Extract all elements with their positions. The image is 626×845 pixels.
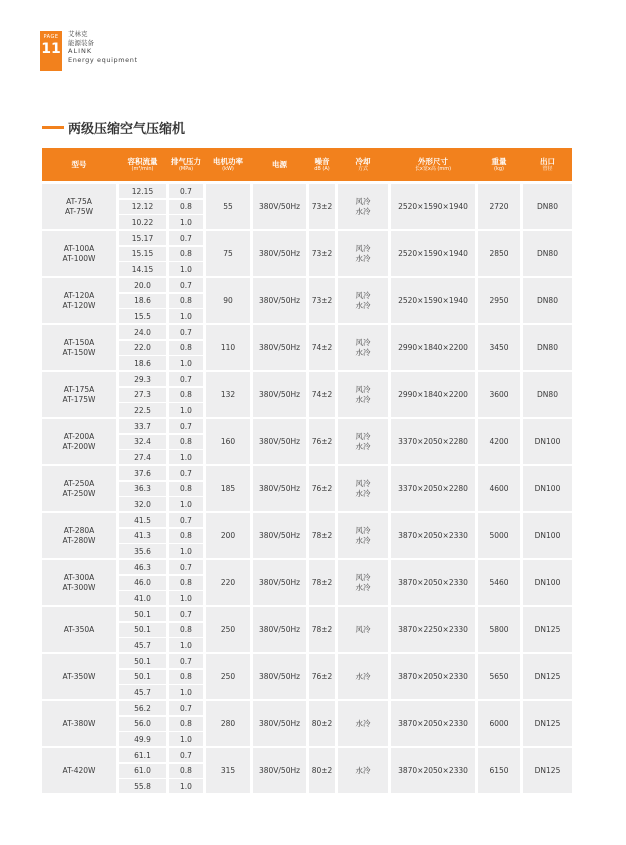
- header-weight: [478, 148, 520, 181]
- flow-value: 15.5: [119, 309, 166, 323]
- supply-cell: 380V/50Hz: [253, 513, 306, 558]
- pressure-value: 0.8: [169, 717, 203, 731]
- weight-cell: 3450: [478, 325, 520, 370]
- flow-value: 27.4: [119, 450, 166, 464]
- brand-cn-sub: 能源装备: [68, 38, 94, 47]
- weight-cell: 6150: [478, 748, 520, 793]
- pressure-value: 1.0: [169, 544, 203, 558]
- power-cell: 250: [206, 607, 250, 652]
- model-name: AT-250A: [63, 479, 95, 488]
- flow-value: 49.9: [119, 732, 166, 746]
- cooling-type: 水冷: [355, 535, 371, 545]
- weight-cell: 5800: [478, 607, 520, 652]
- header-outlet: [523, 148, 572, 181]
- dimensions-cell: 2990×1840×2200: [391, 325, 475, 370]
- model-name: AT-100W: [62, 253, 96, 263]
- pressure-value: 1.0: [169, 309, 203, 323]
- header-noise-unit: dB (A): [314, 166, 330, 172]
- pressure-value: 0.8: [169, 529, 203, 543]
- outlet-cell: DN80: [523, 231, 572, 276]
- power-cell: 90: [206, 278, 250, 323]
- pressure-value: 0.7: [169, 654, 203, 668]
- power-cell: 220: [206, 560, 250, 605]
- model-cell: [42, 325, 116, 370]
- brand-en-sub: Energy equipment: [68, 55, 138, 64]
- flow-value: 45.7: [119, 685, 166, 699]
- flow-value: 24.0: [119, 325, 166, 339]
- model-name: AT-200W: [62, 441, 96, 451]
- header-weight-label: 重量: [491, 157, 507, 166]
- pressure-value: 1.0: [169, 591, 203, 605]
- pressure-value: 0.8: [169, 670, 203, 684]
- flow-value: 45.7: [119, 638, 166, 652]
- model-name: AT-150W: [62, 347, 96, 357]
- header-power: [206, 148, 250, 181]
- flow-value: 41.5: [119, 513, 166, 527]
- pressure-value: 1.0: [169, 497, 203, 511]
- model-cell: [42, 419, 116, 464]
- table-row: [42, 278, 572, 323]
- model-name: AT-420W: [62, 765, 96, 775]
- outlet-cell: DN100: [523, 419, 572, 464]
- weight-cell: 2850: [478, 231, 520, 276]
- model-cell: [42, 513, 116, 558]
- flow-value: 18.6: [119, 356, 166, 370]
- pressure-value: 0.8: [169, 623, 203, 637]
- table-row: [42, 560, 572, 605]
- cooling-type: 水冷: [355, 300, 371, 310]
- header-weight-unit: (kg): [494, 166, 504, 172]
- dimensions-cell: 3870×2050×2330: [391, 654, 475, 699]
- cooling-type: 风冷: [355, 573, 371, 582]
- table-row: [42, 231, 572, 276]
- flow-value: 56.0: [119, 717, 166, 731]
- pressure-value: 0.7: [169, 278, 203, 292]
- flow-value: 10.22: [119, 215, 166, 229]
- pressure-value: 0.8: [169, 247, 203, 261]
- weight-cell: 4600: [478, 466, 520, 511]
- pressure-value: 0.7: [169, 560, 203, 574]
- table-row: [42, 748, 572, 793]
- flow-value: 15.17: [119, 231, 166, 245]
- header-pressure-unit: (MPa): [178, 166, 194, 172]
- header-dimensions-unit: 长x宽x高 (mm): [414, 166, 452, 172]
- cooling-type: 风冷: [355, 197, 371, 206]
- flow-value: 61.1: [119, 748, 166, 762]
- header-dimensions-label: 外形尺寸: [418, 157, 448, 166]
- supply-cell: 380V/50Hz: [253, 419, 306, 464]
- spec-table: [42, 148, 572, 791]
- power-cell: 200: [206, 513, 250, 558]
- pressure-value: 1.0: [169, 356, 203, 370]
- dimensions-cell: 3870×2050×2330: [391, 701, 475, 746]
- cooling-cell: [338, 701, 388, 746]
- cooling-type: 水冷: [355, 394, 371, 404]
- pressure-value: 0.7: [169, 701, 203, 715]
- model-cell: [42, 654, 116, 699]
- noise-cell: 78±2: [309, 560, 335, 605]
- cooling-cell: [338, 466, 388, 511]
- model-name: AT-175A: [63, 385, 95, 394]
- noise-cell: 78±2: [309, 607, 335, 652]
- model-name: AT-175W: [62, 394, 96, 404]
- model-name: AT-380W: [62, 718, 96, 728]
- cooling-type: 水冷: [355, 582, 371, 592]
- cooling-cell: [338, 560, 388, 605]
- power-cell: 132: [206, 372, 250, 417]
- model-name: AT-250W: [62, 488, 96, 498]
- model-cell: [42, 231, 116, 276]
- model-name: AT-150A: [63, 338, 95, 347]
- pressure-value: 1.0: [169, 685, 203, 699]
- flow-value: 12.15: [119, 184, 166, 198]
- pressure-value: 0.8: [169, 764, 203, 778]
- noise-cell: 74±2: [309, 372, 335, 417]
- flow-value: 33.7: [119, 419, 166, 433]
- cooling-type: 风冷: [355, 291, 371, 300]
- supply-cell: 380V/50Hz: [253, 701, 306, 746]
- table-row: [42, 184, 572, 229]
- supply-cell: 380V/50Hz: [253, 184, 306, 229]
- outlet-cell: DN100: [523, 466, 572, 511]
- model-name: AT-300A: [63, 573, 95, 582]
- cooling-cell: [338, 372, 388, 417]
- flow-value: 18.6: [119, 294, 166, 308]
- pressure-value: 0.7: [169, 372, 203, 386]
- model-cell: [42, 560, 116, 605]
- pressure-value: 0.8: [169, 200, 203, 214]
- pressure-value: 1.0: [169, 638, 203, 652]
- outlet-cell: DN80: [523, 278, 572, 323]
- flow-value: 32.4: [119, 435, 166, 449]
- outlet-cell: DN80: [523, 372, 572, 417]
- flow-value: 61.0: [119, 764, 166, 778]
- model-name: AT-300W: [62, 582, 96, 592]
- section-title: 两级压缩空气压缩机: [68, 122, 186, 137]
- cooling-cell: [338, 419, 388, 464]
- dimensions-cell: 3870×2050×2330: [391, 748, 475, 793]
- outlet-cell: DN125: [523, 701, 572, 746]
- table-row: [42, 607, 572, 652]
- model-cell: [42, 701, 116, 746]
- header-supply: [253, 148, 306, 181]
- cooling-type: 水冷: [355, 671, 371, 681]
- cooling-cell: [338, 184, 388, 229]
- cooling-type: 水冷: [355, 441, 371, 451]
- cooling-cell: [338, 654, 388, 699]
- pressure-value: 0.7: [169, 466, 203, 480]
- page-number-badge: [40, 31, 62, 71]
- power-cell: 250: [206, 654, 250, 699]
- dimensions-cell: 3870×2050×2330: [391, 560, 475, 605]
- supply-cell: 380V/50Hz: [253, 748, 306, 793]
- flow-value: 22.0: [119, 341, 166, 355]
- model-name: AT-200A: [63, 432, 95, 441]
- dimensions-cell: 2520×1590×1940: [391, 184, 475, 229]
- noise-cell: 73±2: [309, 184, 335, 229]
- flow-value: 41.0: [119, 591, 166, 605]
- weight-cell: 2950: [478, 278, 520, 323]
- outlet-cell: DN80: [523, 325, 572, 370]
- header-outlet-unit: 管径: [542, 166, 553, 172]
- pressure-value: 0.8: [169, 294, 203, 308]
- header-power-unit: (kW): [222, 166, 234, 172]
- noise-cell: 80±2: [309, 748, 335, 793]
- header-cooling-label: 冷却: [355, 157, 371, 166]
- model-name: AT-280W: [62, 535, 96, 545]
- flow-value: 46.3: [119, 560, 166, 574]
- weight-cell: 5650: [478, 654, 520, 699]
- noise-cell: 73±2: [309, 231, 335, 276]
- pressure-value: 0.7: [169, 325, 203, 339]
- flow-value: 50.1: [119, 623, 166, 637]
- model-name: AT-350W: [62, 671, 96, 681]
- pressure-value: 0.8: [169, 435, 203, 449]
- pressure-value: 0.7: [169, 419, 203, 433]
- flow-value: 20.0: [119, 278, 166, 292]
- dimensions-cell: 3870×2250×2330: [391, 607, 475, 652]
- flow-value: 56.2: [119, 701, 166, 715]
- weight-cell: 4200: [478, 419, 520, 464]
- cooling-cell: [338, 278, 388, 323]
- dimensions-cell: 2520×1590×1940: [391, 231, 475, 276]
- flow-value: 50.1: [119, 607, 166, 621]
- outlet-cell: DN125: [523, 654, 572, 699]
- brand-cn-name: 艾林克: [68, 30, 88, 38]
- cooling-cell: [338, 748, 388, 793]
- cooling-cell: [338, 513, 388, 558]
- outlet-cell: DN80: [523, 184, 572, 229]
- cooling-type: 水冷: [355, 347, 371, 357]
- header-flow-unit: (m³/min): [131, 166, 154, 172]
- model-cell: [42, 748, 116, 793]
- dimensions-cell: 3370×2050×2280: [391, 466, 475, 511]
- title-accent-line: [42, 126, 64, 129]
- weight-cell: 3600: [478, 372, 520, 417]
- header-pressure: [169, 148, 203, 181]
- pressure-value: 1.0: [169, 403, 203, 417]
- header-cooling-unit: 方式: [357, 166, 368, 172]
- flow-value: 50.1: [119, 654, 166, 668]
- cooling-type: 水冷: [355, 488, 371, 498]
- dimensions-cell: 2520×1590×1940: [391, 278, 475, 323]
- pressure-value: 0.7: [169, 231, 203, 245]
- model-name: AT-100A: [63, 244, 95, 253]
- supply-cell: 380V/50Hz: [253, 466, 306, 511]
- dimensions-cell: 2990×1840×2200: [391, 372, 475, 417]
- pressure-value: 1.0: [169, 779, 203, 793]
- model-name: AT-350A: [63, 624, 95, 634]
- supply-cell: 380V/50Hz: [253, 231, 306, 276]
- noise-cell: 76±2: [309, 466, 335, 511]
- pressure-value: 1.0: [169, 732, 203, 746]
- table-row: [42, 513, 572, 558]
- dimensions-cell: 3370×2050×2280: [391, 419, 475, 464]
- model-cell: [42, 372, 116, 417]
- pressure-value: 0.8: [169, 388, 203, 402]
- header-model-label: 型号: [71, 160, 87, 169]
- supply-cell: 380V/50Hz: [253, 372, 306, 417]
- outlet-cell: DN100: [523, 513, 572, 558]
- supply-cell: 380V/50Hz: [253, 560, 306, 605]
- pressure-value: 0.8: [169, 341, 203, 355]
- pressure-value: 0.7: [169, 748, 203, 762]
- weight-cell: 5460: [478, 560, 520, 605]
- cooling-cell: [338, 325, 388, 370]
- noise-cell: 74±2: [309, 325, 335, 370]
- cooling-type: 风冷: [355, 432, 371, 441]
- flow-value: 27.3: [119, 388, 166, 402]
- flow-value: 37.6: [119, 466, 166, 480]
- outlet-cell: DN100: [523, 560, 572, 605]
- supply-cell: 380V/50Hz: [253, 654, 306, 699]
- noise-cell: 76±2: [309, 419, 335, 464]
- table-row: [42, 701, 572, 746]
- flow-value: 29.3: [119, 372, 166, 386]
- flow-value: 50.1: [119, 670, 166, 684]
- page-number: 11: [41, 41, 61, 57]
- weight-cell: 5000: [478, 513, 520, 558]
- cooling-type: 水冷: [355, 206, 371, 216]
- cooling-cell: [338, 607, 388, 652]
- model-cell: [42, 607, 116, 652]
- dimensions-cell: 3870×2050×2330: [391, 513, 475, 558]
- pressure-value: 1.0: [169, 262, 203, 276]
- noise-cell: 78±2: [309, 513, 335, 558]
- power-cell: 55: [206, 184, 250, 229]
- header-power-label: 电机功率: [213, 157, 243, 166]
- cooling-type: 水冷: [355, 765, 371, 775]
- model-cell: [42, 184, 116, 229]
- pressure-value: 0.8: [169, 482, 203, 496]
- flow-value: 22.5: [119, 403, 166, 417]
- pressure-value: 1.0: [169, 450, 203, 464]
- supply-cell: 380V/50Hz: [253, 325, 306, 370]
- power-cell: 315: [206, 748, 250, 793]
- pressure-value: 1.0: [169, 215, 203, 229]
- cooling-type: 风冷: [355, 385, 371, 394]
- pressure-value: 0.8: [169, 576, 203, 590]
- pressure-value: 0.7: [169, 184, 203, 198]
- header-supply-label: 电源: [272, 160, 287, 169]
- flow-value: 15.15: [119, 247, 166, 261]
- pressure-value: 0.7: [169, 513, 203, 527]
- model-cell: [42, 278, 116, 323]
- header-dimensions: [391, 148, 475, 181]
- header-flow-label: 容积流量: [127, 157, 158, 166]
- power-cell: 75: [206, 231, 250, 276]
- model-name: AT-75W: [64, 206, 94, 216]
- cooling-type: 风冷: [355, 526, 371, 535]
- noise-cell: 73±2: [309, 278, 335, 323]
- supply-cell: 380V/50Hz: [253, 607, 306, 652]
- flow-value: 46.0: [119, 576, 166, 590]
- cooling-type: 水冷: [355, 253, 371, 263]
- cooling-type: 风冷: [355, 624, 371, 634]
- weight-cell: 6000: [478, 701, 520, 746]
- flow-value: 14.15: [119, 262, 166, 276]
- outlet-cell: DN125: [523, 607, 572, 652]
- power-cell: 185: [206, 466, 250, 511]
- model-name: AT-120W: [62, 300, 96, 310]
- model-name: AT-75A: [66, 197, 92, 206]
- flow-value: 36.3: [119, 482, 166, 496]
- model-name: AT-280A: [63, 526, 95, 535]
- header-model: [42, 148, 116, 181]
- table-row: [42, 466, 572, 511]
- header-cooling: [338, 148, 388, 181]
- noise-cell: 76±2: [309, 654, 335, 699]
- header-outlet-label: 出口: [540, 157, 555, 166]
- flow-value: 12.12: [119, 200, 166, 214]
- cooling-cell: [338, 231, 388, 276]
- table-row: [42, 654, 572, 699]
- table-header: [42, 148, 572, 181]
- weight-cell: 2720: [478, 184, 520, 229]
- brand-en-name: ALINK: [68, 47, 93, 55]
- header-flow: [119, 148, 166, 181]
- flow-value: 32.0: [119, 497, 166, 511]
- flow-value: 35.6: [119, 544, 166, 558]
- cooling-type: 风冷: [355, 479, 371, 488]
- flow-value: 41.3: [119, 529, 166, 543]
- page-label: PAGE: [43, 34, 59, 40]
- noise-cell: 80±2: [309, 701, 335, 746]
- power-cell: 110: [206, 325, 250, 370]
- flow-value: 55.8: [119, 779, 166, 793]
- model-name: AT-120A: [63, 291, 95, 300]
- header-noise-label: 噪音: [314, 157, 330, 166]
- cooling-type: 风冷: [355, 338, 371, 347]
- table-row: [42, 372, 572, 417]
- supply-cell: 380V/50Hz: [253, 278, 306, 323]
- table-row: [42, 325, 572, 370]
- outlet-cell: DN125: [523, 748, 572, 793]
- power-cell: 160: [206, 419, 250, 464]
- model-cell: [42, 466, 116, 511]
- pressure-value: 0.7: [169, 607, 203, 621]
- brand-block: [68, 30, 138, 64]
- cooling-type: 风冷: [355, 244, 371, 253]
- header-noise: [309, 148, 335, 181]
- cooling-type: 水冷: [355, 718, 371, 728]
- table-row: [42, 419, 572, 464]
- header-pressure-label: 排气压力: [171, 157, 201, 166]
- power-cell: 280: [206, 701, 250, 746]
